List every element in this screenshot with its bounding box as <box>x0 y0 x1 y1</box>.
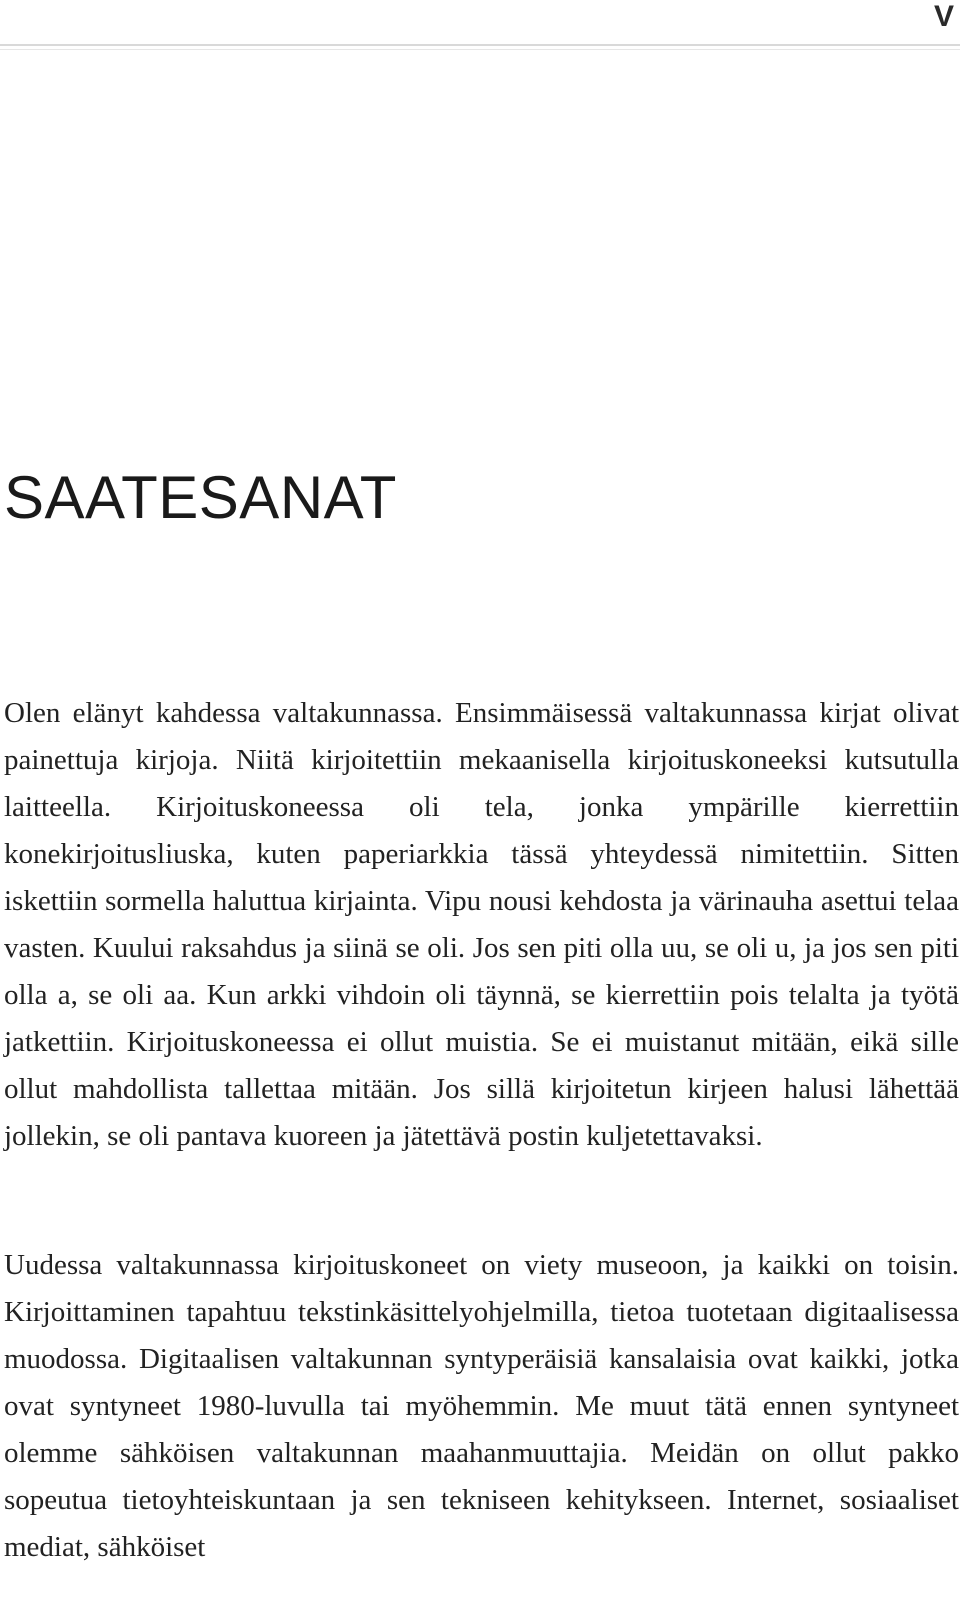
page-number: V <box>933 0 954 33</box>
chapter-title: SAATESANAT <box>4 464 397 531</box>
paragraph-1: Olen elänyt kahdessa valtakunnassa. Ensimmäisessä valtakunnassa kirjat olivat painettuja kirjoja. Niitä kirjoitettiin mekaanisella kirjoituskoneeksi kutsutulla laitteella. Kirjoituskoneessa oli tela, jonka ympärille kierrettiin konekirjoitusliuska, kuten paperiarkkia tässä yhteydessä nimitettiin. Sitten iskettiin sormella haluttua kirjainta. Vipu nousi kehdosta ja värinauha asettui telaa vasten. Kuului raksahdus ja siinä se oli. Jos sen piti olla uu, se oli u, ja jos sen piti olla a, se oli aa. Kun arkki vihdoin oli täynnä, se kierrettiin pois telalta ja työtä jatkettiin. Kirjoituskoneessa ei ollut muistia. Se ei muistanut mitään, eikä sille ollut mahdollista tallettaa mitään. Jos sillä kirjoitetun kirjeen halusi lähettää jollekin, se oli pantava kuoreen ja jätettävä postin kuljetettavaksi. <box>4 697 959 1152</box>
header-rule <box>0 44 960 50</box>
paragraph-2: Uudessa valtakunnassa kirjoituskoneet on viety museoon, ja kaikki on toisin. Kirjoittaminen tapahtuu tekstinkäsittelyohjelmilla, tietoa tuotetaan digitaalisessa muodossa. Digitaalisen valtakunnan syntyperäisiä kansalaisia ovat kaikki, jotka ovat syntyneet 1980-luvulla tai myöhemmin. Me muut tätä ennen syntyneet olemme sähköisen valtakunnan maahanmuuttajia. Meidän on ollut pakko sopeutua tietoyhteiskuntaan ja sen tekniseen kehitykseen. Internet, sosiaaliset mediat, sähköiset <box>4 1249 959 1563</box>
